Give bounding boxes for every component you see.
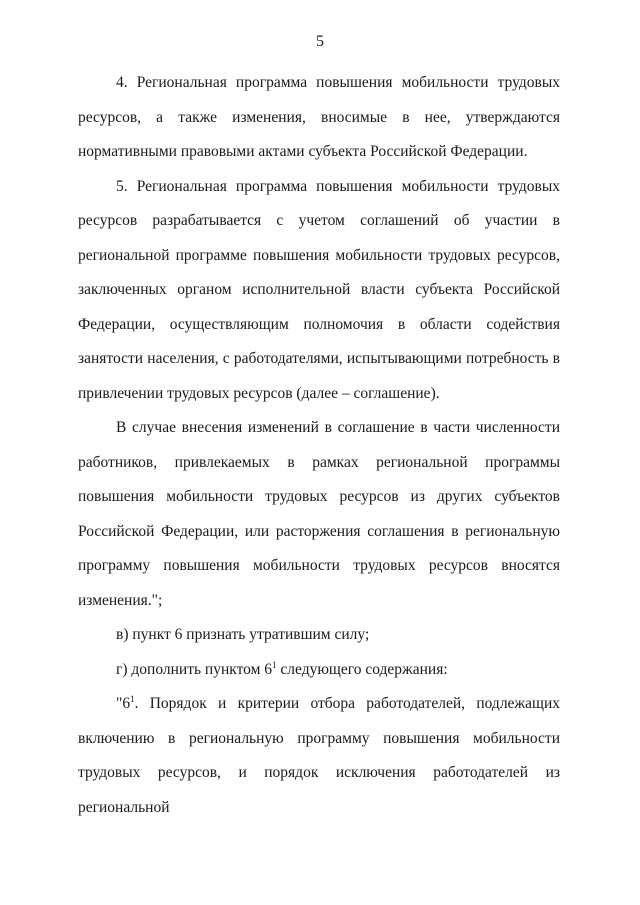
paragraph-item-v: в) пункт 6 признать утратившим силу;: [116, 626, 370, 643]
paragraph-4: 4. Региональная программа повышения мобильности трудовых ресурсов, а также изменения, вносимые в нее, утверждаются нормативными правовыми актами субъекта Российской Федерации.: [78, 74, 560, 160]
paragraph-amendment-case: В случае внесения изменений в соглашение в части численности работников, привлекаемых в рамках региональной программы повышения мобильности трудовых ресурсов из других субъектов Российской Федерации, или расторжения соглашения в региональную программу повышения мобильности трудовых ресурсов вносятся изменения.";: [78, 419, 560, 609]
item-6-1-superscript: 1: [130, 694, 135, 704]
paragraph-5: 5. Региональная программа повышения мобильности трудовых ресурсов разрабатывается с учетом соглашений об участии в региональной программе повышения мобильности трудовых ресурсов, заключенных органом исполнительной власти субъекта Российской Федерации, осуществляющим полномочия в области содействия занятости населения, с работодателями, испытывающими потребность в привлечении трудовых ресурсов (далее – соглашение).: [78, 177, 560, 402]
document-body: [78, 66, 560, 825]
item-g-prefix: г) дополнить пунктом 6: [116, 660, 273, 678]
item-g-suffix: следующего содержания:: [276, 660, 448, 678]
item-g-superscript: 1: [272, 659, 277, 670]
item-6-1-text: . Порядок и критерии отбора работодателей, подлежащих включению в региональную программу повышения мобильности трудовых ресурсов, и порядок исключения работодателей из региональной: [78, 695, 560, 816]
paragraph-item-g: [78, 653, 560, 688]
paragraph-6-1: [78, 687, 560, 825]
item-6-1-prefix: "6: [116, 695, 131, 712]
page-number: 5: [316, 33, 324, 50]
